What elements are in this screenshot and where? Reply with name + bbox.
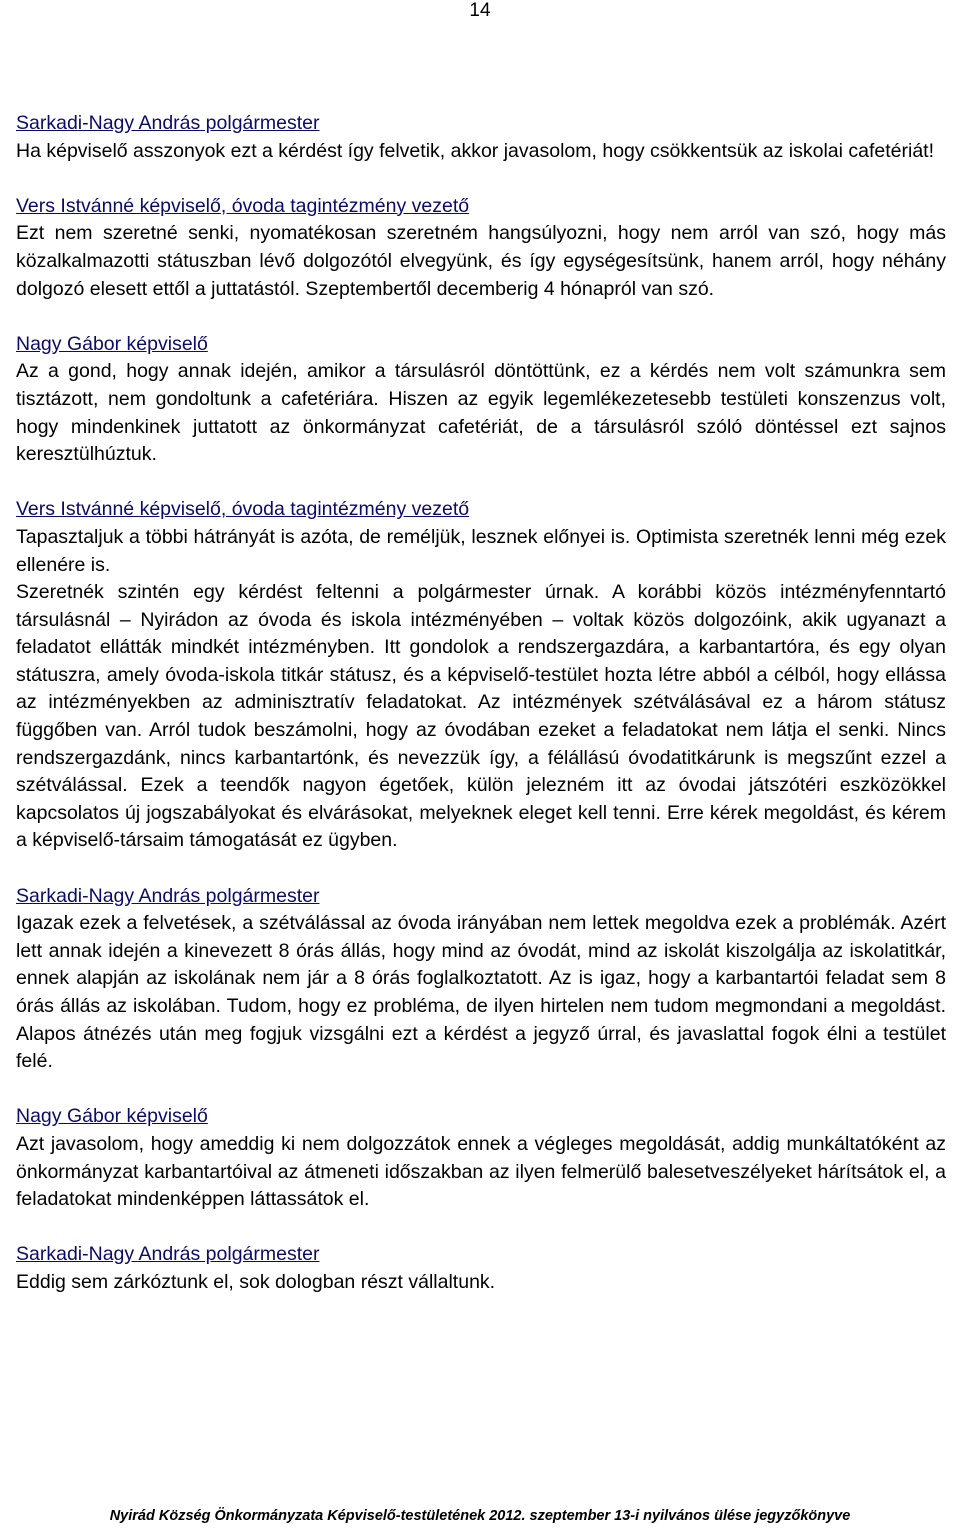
speech-paragraph: Eddig sem zárkóztunk el, sok dologban részt vállaltunk. <box>16 1270 496 1293</box>
speech-paragraph: Tapasztaljuk a többi hátrányát is azóta, de reméljük, lesznek előnyei is. Optimista szeretnék lenni még ezek ellenére is. <box>16 525 946 576</box>
speech-paragraph: Szeretnék szintén egy kérdést feltenni a polgármester úrnak. A korábbi közös intézményfenntartó társulásnál – Nyirádon az óvoda és iskola intézményében – voltak közös dolgozóink, akik ugyanazt a feladatot ellátták mindkét intézményben. Itt gondolok a rendszergazdára, a karbantartóra, és egy olyan státuszra, amely óvoda-iskola titkár státusz, és a képviselő-testület hozta létre abból a célból, hogy ellássa az intézményekben az adminisztratív feladatokat. Az intézmények szétválásával ez a három státusz függőben van. Arról tudok beszámolni, hogy az óvodában ezeket a feladatokat nem látja el senki. Nincs rendszergazdánk, nincs karbantartónk, és nevezzük így, a félállású óvodatitkárunk is megszűnt ezzel a szétválással. Ezek a teendők nagyon égetőek, külön jelezném itt az óvodai játszótéri eszközökkel kapcsolatos új jogszabályokat és elvárásokat, melyeknek eleget kell tenni. Erre kérek megoldást, és kérem a képviselő-társaim támogatását ez ügyben. <box>16 581 946 852</box>
speech-block <box>16 110 946 165</box>
speaker-name: Sarkadi-Nagy András polgármester <box>16 884 320 907</box>
speech-paragraph: Az a gond, hogy annak idején, amikor a társulásról döntöttünk, ez a kérdés nem volt számunkra sem tisztázott, nem gondoltunk a cafetériára. Hiszen az egyik legemlékezetesebb testületi konszenzus volt, hogy mindenkinek juttatott az önkormányzat cafetériát, de a társulásról szóló döntéssel ezt sajnos keresztülhúztuk. <box>16 360 946 466</box>
speaker-name: Nagy Gábor képviselő <box>16 1105 208 1128</box>
speech-block <box>16 496 946 855</box>
speech-block <box>16 193 946 303</box>
speech-paragraph: Ezt nem szeretné senki, nyomatékosan szeretném hangsúlyozni, hogy nem arról van szó, hogy más közalkalmazotti státuszban lévő dolgozótól elvegyünk, és így egységesítsünk, hanem arról, hogy néhány dolgozó elesett ettől a juttatástól. Szeptembertől decemberig 4 hónapról van szó. <box>16 222 946 300</box>
speaker-name: Sarkadi-Nagy András polgármester <box>16 112 320 134</box>
speaker-name: Vers Istvánné képviselő, óvoda tagintézmény vezető <box>16 194 470 217</box>
page-footer: Nyirád Község Önkormányzata Képviselő-testületének 2012. szeptember 13-i nyilvános ülése jegyzőkönyve <box>109 1508 851 1524</box>
speech-block <box>16 331 946 469</box>
page-number: 14 <box>469 0 491 21</box>
speech-paragraph: Igazak ezek a felvetések, a szétválással az óvoda irányában nem lettek megoldva ezek a problémák. Azért lett annak idején a kinevezett 8 órás állás, hogy mind az óvodát, mind az iskolát kiszolgálja az iskolatitkár, ennek alapján az iskolának nem jár a 8 órás foglalkoztatott. Az is igaz, hogy a karbantartói feladat sem 8 órás állás az iskolában. Tudom, hogy ez probléma, de ilyen hirtelen nem tudom megmondani a megoldást. Alapos átnézés után meg fogjuk vizsgálni ezt a kérdést a jegyző úrral, és javaslattal fogok élni a testület felé. <box>16 912 946 1073</box>
speaker-name: Vers Istvánné képviselő, óvoda tagintézmény vezető <box>16 498 470 521</box>
speech-block <box>16 883 946 1076</box>
speaker-name: Nagy Gábor képviselő <box>16 332 208 355</box>
speaker-name: Sarkadi-Nagy András polgármester <box>16 1243 320 1266</box>
speech-block <box>16 1241 946 1296</box>
speech-paragraph: Azt javasolom, hogy ameddig ki nem dolgozzátok ennek a végleges megoldását, addig munkáltatóként az önkormányzat karbantartóival az átmeneti időszakban az ilyen felmerülő balesetveszélyeket hárítsátok el, a feladatokat mindenképpen láttassátok el. <box>16 1132 946 1211</box>
speech-paragraph: Ha képviselő asszonyok ezt a kérdést így felvetik, akkor javasolom, hogy csökkentsük az iskolai cafetériát! <box>16 139 935 162</box>
minutes-body <box>16 110 946 1324</box>
speech-block <box>16 1103 946 1213</box>
